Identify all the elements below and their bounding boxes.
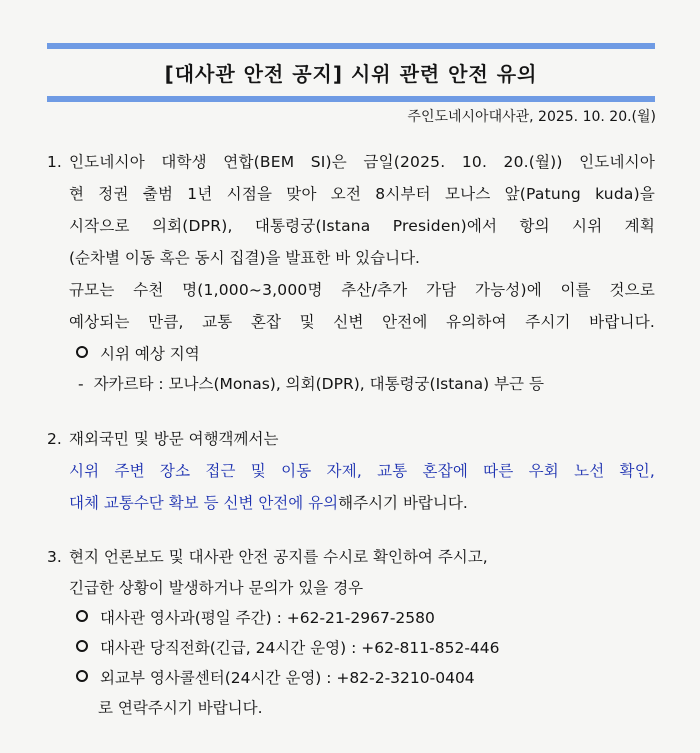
section-1-line: 현 정권 출범 1년 시점을 맞아 오전 8시부터 모나스 앞(Patung kuda)을	[69, 185, 655, 203]
contact-item	[76, 634, 500, 662]
contact-item	[76, 604, 435, 632]
section-3-line: 긴급한 상황이 발생하거나 문의가 있을 경우	[69, 579, 364, 597]
section-3-closing: 로 연락주시기 바랍니다.	[98, 699, 263, 717]
section-1-line: 규모는 수천 명(1,000~3,000명 추산/추가 가담 가능성)에 이를 것으로	[69, 281, 655, 299]
protest-area-bullet	[76, 340, 200, 368]
section-2-number: 2.	[47, 430, 62, 448]
circle-bullet-icon	[76, 610, 88, 622]
section-2-highlight: 대체 교통수단 확보 등 신변 안전에 유의	[69, 494, 339, 512]
dash-icon: -	[78, 375, 84, 393]
section-3-number: 3.	[47, 548, 62, 566]
section-1-line: 예상되는 만큼, 교통 혼잡 및 신변 안전에 유의하여 주시기 바랍니다.	[69, 313, 655, 331]
protest-area-text: 자카르타 : 모나스(Monas), 의회(DPR), 대통령궁(Istana) 부근 등	[93, 375, 544, 393]
section-1-number: 1.	[47, 153, 62, 171]
circle-bullet-icon	[76, 346, 88, 358]
notice-title: [대사관 안전 공지] 시위 관련 안전 유의	[164, 62, 538, 86]
section-2-lead: 재외국민 및 방문 여행객께서는	[69, 430, 279, 448]
contact-text: 대사관 영사과(평일 주간) : +62-21-2967-2580	[100, 609, 435, 627]
contact-item	[76, 664, 475, 692]
section-3-line: 현지 언론보도 및 대사관 안전 공지를 수시로 확인하여 주시고,	[69, 548, 488, 566]
section-1-line: 인도네시아 대학생 연합(BEM SI)은 금일(2025. 10. 20.(월)) 인도네시아	[69, 153, 655, 171]
title-bottom-rule	[47, 96, 655, 102]
contact-text: 외교부 영사콜센터(24시간 운영) : +82-2-3210-0404	[100, 669, 475, 687]
protest-area-label: 시위 예상 지역	[100, 345, 200, 363]
section-2-last-line	[69, 489, 468, 517]
section-1-line: 시작으로 의회(DPR), 대통령궁(Istana Presiden)에서 항의 시위 계획	[69, 217, 655, 235]
notice-dateline: 주인도네시아대사관, 2025. 10. 20.(월)	[407, 109, 656, 125]
circle-bullet-icon	[76, 640, 88, 652]
section-1-line: (순차별 이동 혹은 동시 집결)을 발표한 바 있습니다.	[69, 249, 420, 267]
title-top-rule	[47, 43, 655, 49]
section-2-highlight: 시위 주변 장소 접근 및 이동 자제, 교통 혼잡에 따른 우회 노선 확인,	[69, 462, 655, 480]
contact-text: 대사관 당직전화(긴급, 24시간 운영) : +62-811-852-446	[100, 639, 500, 657]
circle-bullet-icon	[76, 670, 88, 682]
protest-area-detail	[78, 370, 544, 398]
section-2-tail: 해주시기 바랍니다.	[338, 494, 468, 512]
